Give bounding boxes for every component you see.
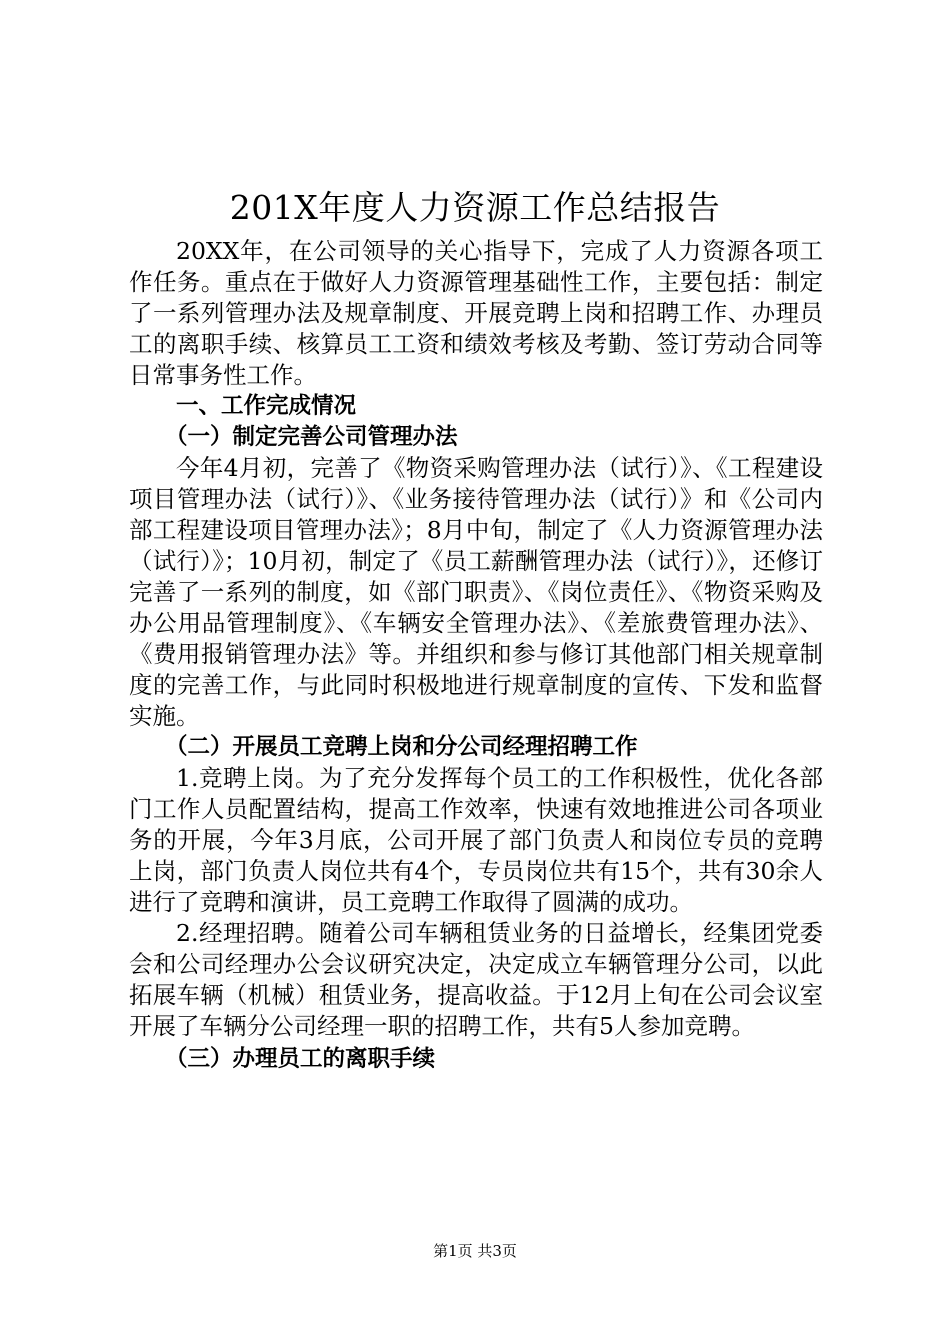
intro-paragraph: 20XX年，在公司领导的关心指导下，完成了人力资源各项工作任务。重点在于做好人力资源管理基础性工作，主要包括：制定了一系列管理办法及规章制度、开展竞聘上岗和招聘工作、办理员工的离职手续、核算员工工资和绩效考核及考勤、签订劳动合同等日常事务性工作。	[129, 237, 823, 389]
management-rules-paragraph: 今年4月初，完善了《物资采购管理办法（试行）》、《工程建设项目管理办法（试行）》、《业务接待管理办法（试行）》和《公司内部工程建设项目管理办法》；8月中旬，制定了《人力资源管理办法（试行）》；10月初，制定了《员工薪酬管理办法（试行）》，还修订完善了一系列的制度，如《部门职责》、《岗位责任》、《物资采购及办公用品管理制度》、《车辆安全管理办法》、《差旅费管理办法》、《费用报销管理办法》等。并组织和参与修订其他部门相关规章制度的完善工作，与此同时积极地进行规章制度的宣传、下发和监督实施。	[129, 454, 823, 730]
page-number-footer: 第1页 共3页	[433, 1242, 517, 1260]
document-body	[129, 236, 823, 1075]
subsection-heading-recruitment: （二）开展员工竞聘上岗和分公司经理招聘工作	[165, 734, 638, 760]
document-title: 201X年度人力资源工作总结报告	[229, 188, 721, 227]
subsection-heading-management-rules: （一）制定完善公司管理办法	[165, 424, 458, 450]
section-heading-work-completion: 一、工作完成情况	[176, 393, 357, 419]
competitive-post-paragraph: 1.竞聘上岗。为了充分发挥每个员工的工作积极性，优化各部门工作人员配置结构，提高工作效率，快速有效地推进公司各项业务的开展，今年3月底，公司开展了部门负责人和岗位专员的竞聘上岗，部门负责人岗位共有4个，专员岗位共有15个，共有30余人进行了竞聘和演讲，员工竞聘工作取得了圆满的成功。	[129, 764, 823, 916]
subsection-heading-resignation: （三）办理员工的离职手续	[165, 1046, 436, 1072]
manager-recruitment-paragraph: 2.经理招聘。随着公司车辆租赁业务的日益增长，经集团党委会和公司经理办公会议研究决定，决定成立车辆管理分公司，以此拓展车辆（机械）租赁业务，提高收益。于12月上旬在公司会议室开展了车辆分公司经理一职的招聘工作，共有5人参加竞聘。	[129, 919, 823, 1040]
